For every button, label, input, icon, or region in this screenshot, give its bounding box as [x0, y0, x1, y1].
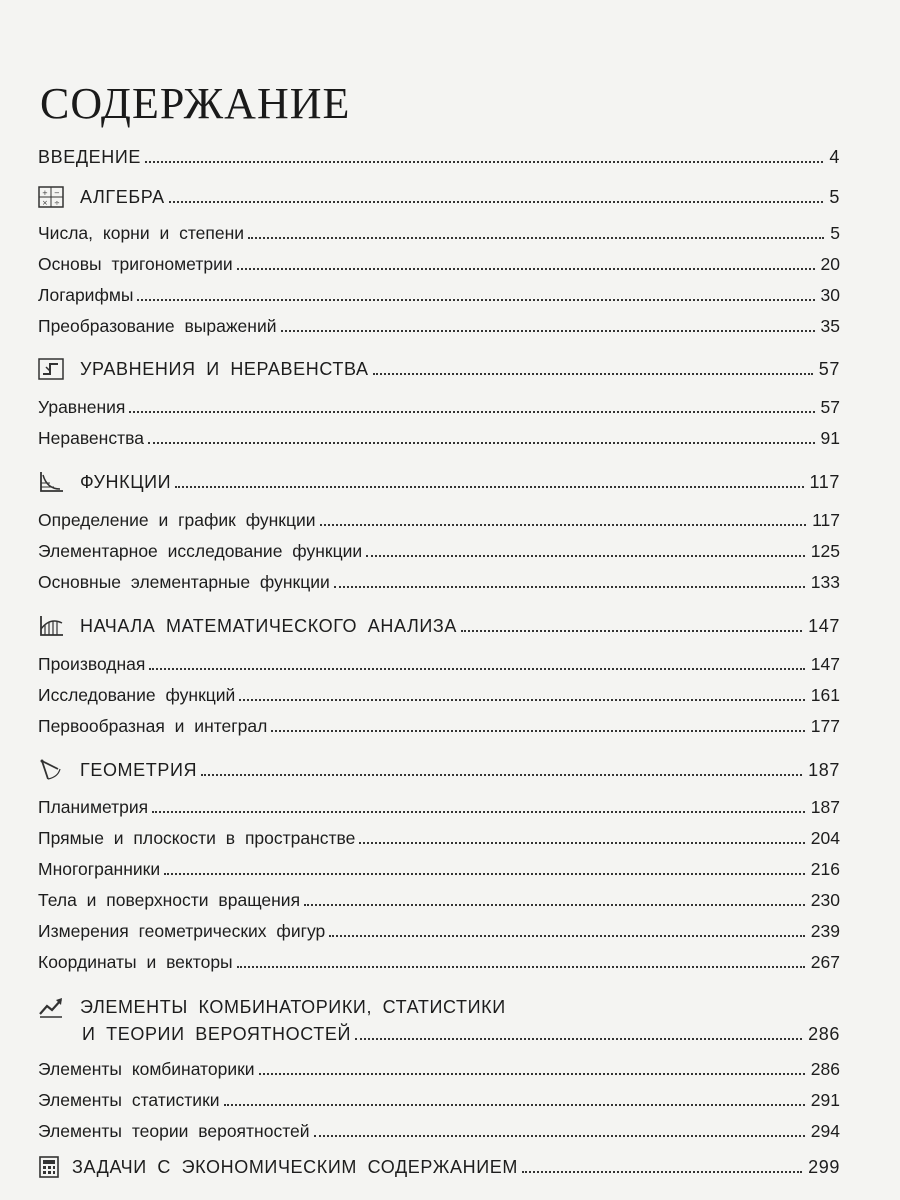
- toc-section-combinatorics-line1[interactable]: [38, 990, 840, 1018]
- toc-page-number: 291: [810, 1090, 840, 1110]
- toc-entry[interactable]: [38, 790, 840, 818]
- toc-section-algebra[interactable]: [38, 180, 840, 208]
- dot-leader: [169, 201, 824, 203]
- dot-leader: [329, 935, 805, 937]
- dot-leader: [355, 1038, 802, 1040]
- toc-entry[interactable]: [38, 216, 840, 244]
- toc-label: ЭЛЕМЕНТЫ КОМБИНАТОРИКИ, СТАТИСТИКИ: [80, 997, 506, 1017]
- toc-label: ЗАДАЧИ С ЭКОНОМИЧЕСКИМ СОДЕРЖАНИЕМ: [72, 1157, 518, 1177]
- dot-leader: [237, 966, 805, 968]
- dot-leader: [304, 904, 805, 906]
- dot-leader: [137, 299, 814, 301]
- toc-entry[interactable]: [38, 709, 840, 737]
- dot-leader: [248, 237, 824, 239]
- toc-label: Основы тригонометрии: [38, 254, 233, 274]
- toc-entry-introduction[interactable]: [38, 140, 840, 168]
- toc-page-number: 147: [810, 654, 840, 674]
- dot-leader: [129, 411, 814, 413]
- dot-leader: [175, 486, 803, 488]
- toc-page-number: 57: [820, 397, 840, 417]
- toc-label: Неравенства: [38, 428, 144, 448]
- toc-page-number: 187: [808, 760, 840, 780]
- dot-leader: [373, 373, 813, 375]
- toc-page-number: 286: [808, 1024, 840, 1044]
- toc-label: Многогранники: [38, 859, 161, 879]
- dot-leader: [281, 330, 815, 332]
- toc-section-calculus[interactable]: [38, 609, 840, 637]
- toc-label: Преобразование выражений: [38, 316, 277, 336]
- toc-entry[interactable]: [38, 421, 840, 449]
- toc-page-number: 117: [809, 472, 840, 492]
- toc-label: Уравнения: [38, 397, 126, 417]
- dot-leader: [320, 524, 807, 526]
- toc-section-functions[interactable]: [38, 465, 840, 493]
- toc-page-number: 177: [810, 716, 840, 736]
- toc-entry[interactable]: [38, 503, 840, 531]
- toc-label: ФУНКЦИИ: [80, 472, 172, 492]
- toc-label: ВВЕДЕНИЕ: [38, 147, 141, 167]
- dot-leader: [145, 161, 823, 163]
- dot-leader: [271, 730, 804, 732]
- toc-page-number: 230: [810, 890, 840, 910]
- function-graph-icon: [38, 471, 64, 493]
- dot-leader: [314, 1135, 805, 1137]
- dot-leader: [366, 555, 805, 557]
- toc-page-number: 187: [810, 797, 840, 817]
- toc-entry[interactable]: [38, 1114, 840, 1142]
- toc-entry[interactable]: [38, 247, 840, 275]
- toc-page-number: 91: [820, 428, 840, 448]
- dot-leader: [237, 268, 815, 270]
- toc-section-economic-tasks[interactable]: [38, 1150, 840, 1178]
- toc-section-combinatorics-line2[interactable]: [82, 1017, 840, 1045]
- toc-entry[interactable]: [38, 852, 840, 880]
- toc-label: Определение и график функции: [38, 510, 316, 530]
- toc-entry[interactable]: [38, 534, 840, 562]
- toc-entry[interactable]: [38, 1083, 840, 1111]
- toc-page-number: 5: [830, 223, 840, 243]
- toc-label: Элементы статистики: [38, 1090, 220, 1110]
- svg-text:−: −: [54, 189, 61, 197]
- dot-leader: [152, 811, 805, 813]
- toc-label: АЛГЕБРА: [80, 187, 165, 207]
- toc-label: Планиметрия: [38, 797, 149, 817]
- svg-text:×: ×: [42, 199, 49, 207]
- svg-text:+: +: [42, 189, 49, 197]
- toc-section-geometry[interactable]: [38, 753, 840, 781]
- toc-page-number: 20: [820, 254, 840, 274]
- toc-page-number: 204: [810, 828, 840, 848]
- dot-leader: [522, 1171, 802, 1173]
- dot-leader: [334, 586, 805, 588]
- dot-leader: [164, 873, 805, 875]
- dot-leader: [201, 774, 802, 776]
- toc-entry[interactable]: [38, 278, 840, 306]
- toc-entry[interactable]: [38, 390, 840, 418]
- toc-entry[interactable]: [38, 1052, 840, 1080]
- toc-page-number: 117: [812, 510, 840, 530]
- svg-text:÷: ÷: [54, 199, 61, 207]
- toc-label: Измерения геометрических фигур: [38, 921, 326, 941]
- toc-page-number: 286: [810, 1059, 840, 1079]
- toc-page-number: 4: [829, 147, 840, 167]
- equation-icon: [38, 358, 64, 380]
- toc-label: Элементарное исследование функции: [38, 541, 363, 561]
- toc-entry[interactable]: [38, 647, 840, 675]
- toc-entry[interactable]: [38, 821, 840, 849]
- toc-label: Первообразная и интеграл: [38, 716, 268, 736]
- dot-leader: [149, 668, 804, 670]
- toc-entry[interactable]: [38, 309, 840, 337]
- integral-area-icon: [38, 615, 64, 637]
- toc-page-number: 147: [808, 616, 840, 636]
- toc-label: УРАВНЕНИЯ И НЕРАВЕНСТВА: [80, 359, 369, 379]
- calc-grid-icon: [38, 186, 64, 208]
- toc-page-number: 267: [810, 952, 840, 972]
- toc-entry[interactable]: [38, 565, 840, 593]
- dot-leader: [461, 630, 802, 632]
- dot-leader: [359, 842, 804, 844]
- toc-page-number: 30: [820, 285, 840, 305]
- toc-entry[interactable]: [38, 945, 840, 973]
- toc-label-line2: И ТЕОРИИ ВЕРОЯТНОСТЕЙ: [82, 1024, 351, 1044]
- toc-section-equations[interactable]: [38, 352, 840, 380]
- toc-label: Координаты и векторы: [38, 952, 233, 972]
- toc-entry[interactable]: [38, 914, 840, 942]
- dot-leader: [224, 1104, 805, 1106]
- dot-leader: [148, 442, 815, 444]
- toc-page-number: 239: [810, 921, 840, 941]
- toc-label: Тела и поверхности вращения: [38, 890, 301, 910]
- toc-entry[interactable]: [38, 883, 840, 911]
- toc-page-number: 133: [810, 572, 840, 592]
- toc-label: НАЧАЛА МАТЕМАТИЧЕСКОГО АНАЛИЗА: [80, 616, 457, 636]
- toc-page-number: 57: [818, 359, 840, 379]
- toc-page-number: 35: [820, 316, 840, 336]
- toc-entry[interactable]: [38, 678, 840, 706]
- dot-leader: [259, 1073, 805, 1075]
- toc-label: Числа, корни и степени: [38, 223, 245, 243]
- toc-label: Логарифмы: [38, 285, 134, 305]
- trend-arrow-icon: [38, 996, 64, 1018]
- toc-label: ГЕОМЕТРИЯ: [80, 760, 198, 780]
- toc-page-number: 125: [810, 541, 840, 561]
- toc-label: Элементы теории вероятностей: [38, 1121, 310, 1141]
- toc-page-number: 216: [810, 859, 840, 879]
- toc-page-number: 299: [808, 1157, 840, 1177]
- toc-page-number: 161: [810, 685, 840, 705]
- toc-label: Прямые и плоскости в пространстве: [38, 828, 356, 848]
- toc-label: Элементы комбинаторики: [38, 1059, 255, 1079]
- compass-icon: [38, 759, 64, 781]
- toc-label: Основные элементарные функции: [38, 572, 330, 592]
- page-title: СОДЕРЖАНИЕ: [40, 79, 351, 128]
- toc-label: Производная: [38, 654, 146, 674]
- toc-label: Исследование функций: [38, 685, 236, 705]
- toc-page-number: 5: [829, 187, 840, 207]
- dot-leader: [239, 699, 805, 701]
- calculator-icon: [38, 1156, 60, 1178]
- toc-page-number: 294: [810, 1121, 840, 1141]
